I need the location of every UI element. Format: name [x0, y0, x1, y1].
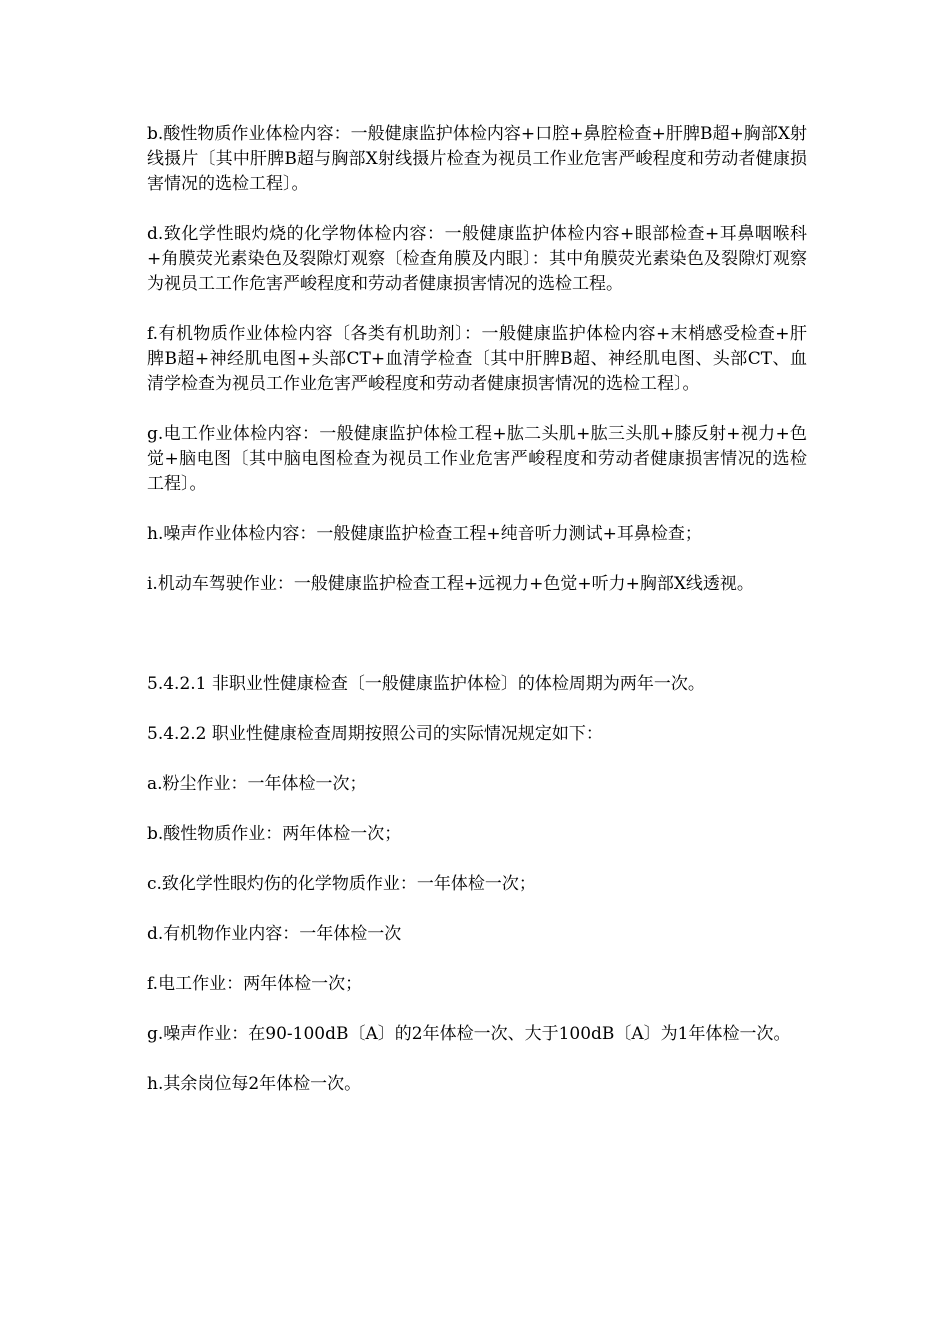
- paragraph-period-other: h.其余岗位每2年体检一次。: [147, 1074, 362, 1094]
- paragraph-period-occupational: 5.4.2.2 职业性健康检查周期按照公司的实际情况规定如下：: [147, 724, 603, 744]
- paragraph-period-electrician: f.电工作业：两年体检一次；: [147, 974, 363, 994]
- paragraph-period-organic: d.有机物作业内容：一年体检一次: [147, 924, 402, 944]
- paragraph-electrician-exam: g.电工作业体检内容：一般健康监护体检工程+肱二头肌+肱三头肌+膝反射+视力+色觉+脑电图〔其中脑电图检查为视员工作业危害严峻程度和劳动者健康损害情况的选检工程〕。: [147, 424, 807, 494]
- document-body: [147, 122, 807, 1122]
- paragraph-period-eye-burn: c.致化学性眼灼伤的化学物质作业：一年体检一次；: [147, 874, 536, 894]
- paragraph-eye-burn-exam: d.致化学性眼灼烧的化学物体检内容：一般健康监护体检内容+眼部检查+耳鼻咽喉科+角膜荧光素染色及裂隙灯观察〔检查角膜及内眼〕：其中角膜荧光素染色及裂隙灯观察为视员工工作危害严峻程度和劳动者健康损害情况的选检工程。: [147, 224, 807, 294]
- paragraph-period-dust: a.粉尘作业：一年体检一次；: [147, 774, 367, 794]
- paragraph-acid-exam: b.酸性物质作业体检内容：一般健康监护体检内容+口腔+鼻腔检查+肝脾B超+胸部X射线摄片〔其中肝脾B超与胸部X射线摄片检查为视员工作业危害严峻程度和劳动者健康损害情况的选检工程〕。: [147, 124, 807, 194]
- paragraph-driver-exam: i.机动车驾驶作业：一般健康监护检查工程+远视力+色觉+听力+胸部X线透视。: [147, 574, 754, 594]
- paragraph-period-general: 5.4.2.1 非职业性健康检查〔一般健康监护体检〕的体检周期为两年一次。: [147, 674, 705, 694]
- paragraph-noise-exam: h.噪声作业体检内容：一般健康监护检查工程+纯音听力测试+耳鼻检查；: [147, 524, 702, 544]
- paragraph-period-acid: b.酸性物质作业：两年体检一次；: [147, 824, 402, 844]
- paragraph-period-noise: g.噪声作业：在90-100dB〔A〕的2年体检一次、大于100dB〔A〕为1年体检一次。: [147, 1024, 791, 1044]
- section-gap: [147, 622, 807, 672]
- paragraph-organic-exam: f.有机物质作业体检内容〔各类有机助剂〕：一般健康监护体检内容+末梢感受检查+肝脾B超+神经肌电图+头部CT+血清学检查〔其中肝脾B超、神经肌电图、头部CT、血清学检查为视员工作业危害严峻程度和劳动者健康损害情况的选检工程〕。: [147, 324, 807, 394]
